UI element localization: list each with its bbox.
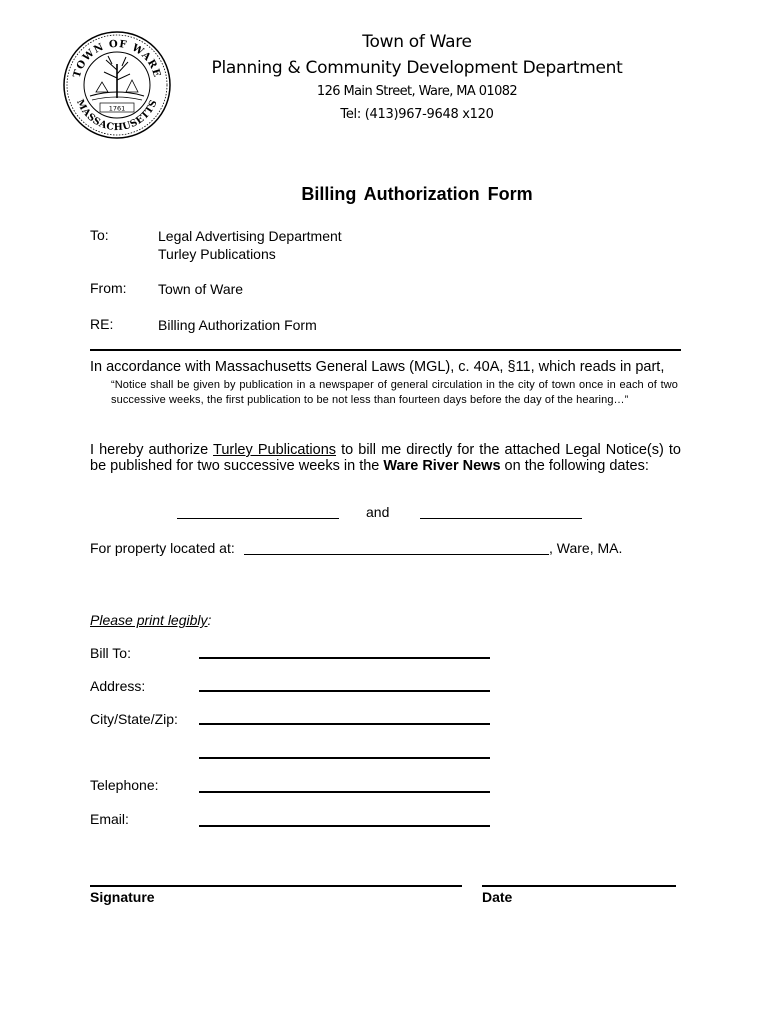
email-field[interactable]	[199, 825, 490, 827]
date-1-field[interactable]	[177, 518, 339, 519]
email-label: Email:	[90, 811, 129, 827]
form-title: Billing Authorization Form	[301, 184, 533, 204]
property-suffix: , Ware, MA.	[549, 540, 623, 556]
re-label: RE:	[90, 316, 114, 332]
property-address-field[interactable]	[244, 554, 549, 555]
from-label: From:	[90, 280, 127, 296]
publisher-name: Turley Publications	[213, 442, 337, 458]
date-2-field[interactable]	[420, 518, 582, 519]
re-value: Billing Authorization Form	[158, 317, 317, 333]
city-state-zip-field[interactable]	[199, 723, 490, 725]
svg-text:MASSACHUSETTS: MASSACHUSETTS	[74, 97, 160, 134]
law-intro: In accordance with Massachusetts General Laws (MGL), c. 40A, §11, which reads in part,	[90, 359, 665, 375]
signature-field[interactable]	[90, 885, 462, 887]
bill-to-label: Bill To:	[90, 645, 131, 661]
telephone-label: Telephone:	[90, 777, 159, 793]
to-label: To:	[90, 227, 109, 243]
telephone-field[interactable]	[199, 791, 490, 793]
address-line-2-field[interactable]	[199, 757, 490, 759]
to-line-2: Turley Publications	[158, 246, 276, 262]
city-state-zip-label: City/State/Zip:	[90, 711, 178, 727]
and-label: and	[366, 504, 390, 520]
header-town-name: Town of Ware	[362, 32, 472, 52]
header-address: 126 Main Street, Ware, MA 01082	[316, 84, 518, 99]
svg-text:1761: 1761	[108, 104, 126, 113]
date-label: Date	[482, 889, 513, 905]
section-divider	[90, 349, 681, 351]
from-value: Town of Ware	[158, 281, 244, 297]
newspaper-name: Ware River News	[383, 458, 501, 474]
header-department: Planning & Community Development Department	[211, 58, 623, 78]
address-label: Address:	[90, 678, 146, 694]
bill-to-field[interactable]	[199, 657, 490, 659]
property-label: For property located at:	[90, 540, 235, 556]
authorization-paragraph: I hereby authorize Turley Publications to bill me directly for the attached Legal Notice(s) to be published for two successive weeks in the Ware River News on the following dates:	[90, 442, 681, 474]
signature-date-field[interactable]	[482, 885, 676, 887]
print-legibly-note: Please print legibly:	[90, 612, 212, 628]
signature-label: Signature	[90, 889, 155, 905]
to-line-1: Legal Advertising Department	[158, 228, 342, 244]
address-field[interactable]	[199, 690, 490, 692]
law-quote: “Notice shall be given by publication in a newspaper of general circulation in the city of town once in each of two successive weeks, the first publication to be not less than fourteen days before the day of the hearing…”	[111, 379, 678, 406]
svg-text:TOWN OF WARE: TOWN OF WARE	[71, 38, 163, 80]
header-phone: Tel: (413)967-9648 x120	[340, 107, 494, 122]
